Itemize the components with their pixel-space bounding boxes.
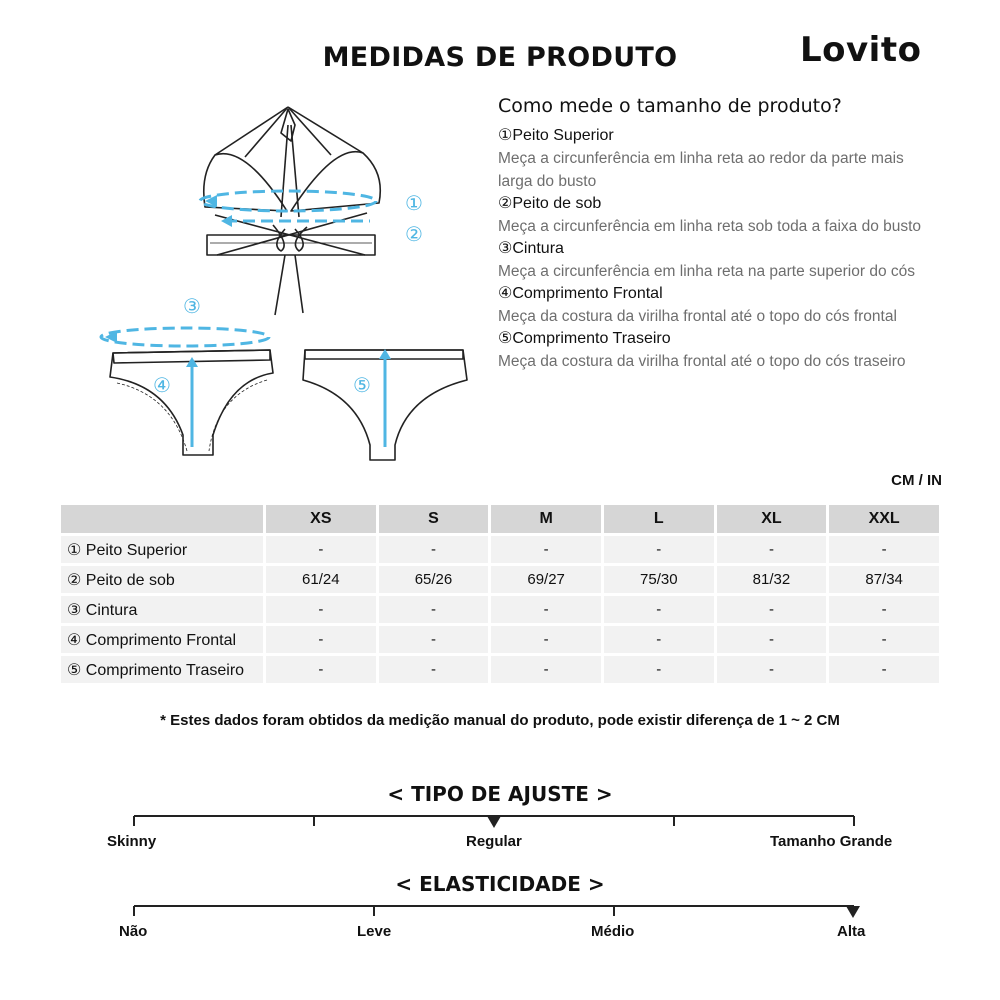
guide-item [498,125,938,193]
elasticity-selected-marker [846,906,860,918]
table-cell: - [829,626,939,653]
guide-item-desc: Meça a circunferência em linha reta sob toda a faixa do busto [498,218,922,235]
fit-label-regular: Regular [466,833,522,850]
elasticity-scale [120,900,880,922]
table-cell: - [604,656,714,683]
table-cell: - [717,626,827,653]
guide-item-title: ③Cintura [498,240,564,257]
fit-scale-title: < TIPO DE AJUSTE > [387,782,613,806]
row-label: ③ Cintura [61,596,263,623]
unit-label: CM / IN [891,472,942,489]
table-cell: - [604,596,714,623]
guide-item-desc: Meça a circunferência em linha reta ao redor da parte mais larga do busto [498,150,904,190]
guide-item [498,193,938,238]
row-label: ⑤ Comprimento Traseiro [61,656,263,683]
marker-1: ① [405,191,423,215]
row-label: ④ Comprimento Frontal [61,626,263,653]
size-header: M [491,505,601,533]
table-cell: - [379,596,489,623]
table-cell: - [604,536,714,563]
table-row [61,596,939,623]
table-cell: - [491,656,601,683]
table-cell: - [491,626,601,653]
table-cell: - [829,596,939,623]
table-cell: - [266,536,376,563]
table-cell: 61/24 [266,566,376,593]
table-cell: 69/27 [491,566,601,593]
table-cell: - [491,596,601,623]
table-cell: - [829,536,939,563]
guide-item-title: ④Comprimento Frontal [498,285,663,302]
size-header: S [379,505,489,533]
guide-item [498,283,938,328]
guide-item [498,238,938,283]
measurement-guide [498,95,938,373]
table-cell: - [717,596,827,623]
table-cell: - [829,656,939,683]
table-cell: - [266,626,376,653]
guide-item-desc: Meça da costura da virilha frontal até o topo do cós frontal [498,308,897,325]
table-cell: - [379,536,489,563]
fit-selected-marker [487,816,501,828]
table-row [61,626,939,653]
fit-label-plus: Tamanho Grande [770,833,893,850]
table-cell: - [717,536,827,563]
row-label: ① Peito Superior [61,536,263,563]
table-cell: - [491,536,601,563]
marker-2: ② [405,222,423,246]
elasticity-label-high: Alta [837,923,866,940]
guide-item-title: ①Peito Superior [498,127,614,144]
table-cell: - [266,656,376,683]
row-label: ② Peito de sob [61,566,263,593]
elasticity-scale-title: < ELASTICIDADE > [395,872,605,896]
table-cell: - [604,626,714,653]
marker-4: ④ [153,373,171,397]
elasticity-label-medium: Médio [591,923,635,940]
guide-heading: Como mede o tamanho de produto? [498,95,842,117]
table-cell: - [717,656,827,683]
table-row [61,656,939,683]
table-header-row [61,505,939,533]
size-header: XS [266,505,376,533]
guide-item-title: ②Peito de sob [498,195,602,212]
elasticity-label-none: Não [119,923,148,940]
page-title: MEDIDAS DE PRODUTO [322,42,678,73]
marker-3: ③ [183,294,201,318]
size-header: XXL [829,505,939,533]
brand-logo: Lovito [800,30,922,70]
garment-illustration [95,95,485,470]
table-cell: 81/32 [717,566,827,593]
size-header: XL [717,505,827,533]
table-cell: 65/26 [379,566,489,593]
guide-item [498,328,938,373]
size-header: L [604,505,714,533]
guide-item-desc: Meça da costura da virilha frontal até o topo do cós traseiro [498,353,906,370]
table-corner [61,505,263,533]
table-cell: 87/34 [829,566,939,593]
elasticity-label-light: Leve [357,923,392,940]
size-table [58,502,942,686]
table-cell: 75/30 [604,566,714,593]
table-row [61,566,939,593]
marker-5: ⑤ [353,373,371,397]
table-row [61,536,939,563]
fit-scale [120,810,880,832]
guide-item-title: ⑤Comprimento Traseiro [498,330,671,347]
table-cell: - [379,626,489,653]
table-cell: - [266,596,376,623]
fit-label-skinny: Skinny [107,833,157,850]
footnote: * Estes dados foram obtidos da medição manual do produto, pode existir diferença de 1 ~ 2 CM [160,712,840,729]
guide-item-desc: Meça a circunferência em linha reta na parte superior do cós [498,263,915,280]
table-cell: - [379,656,489,683]
